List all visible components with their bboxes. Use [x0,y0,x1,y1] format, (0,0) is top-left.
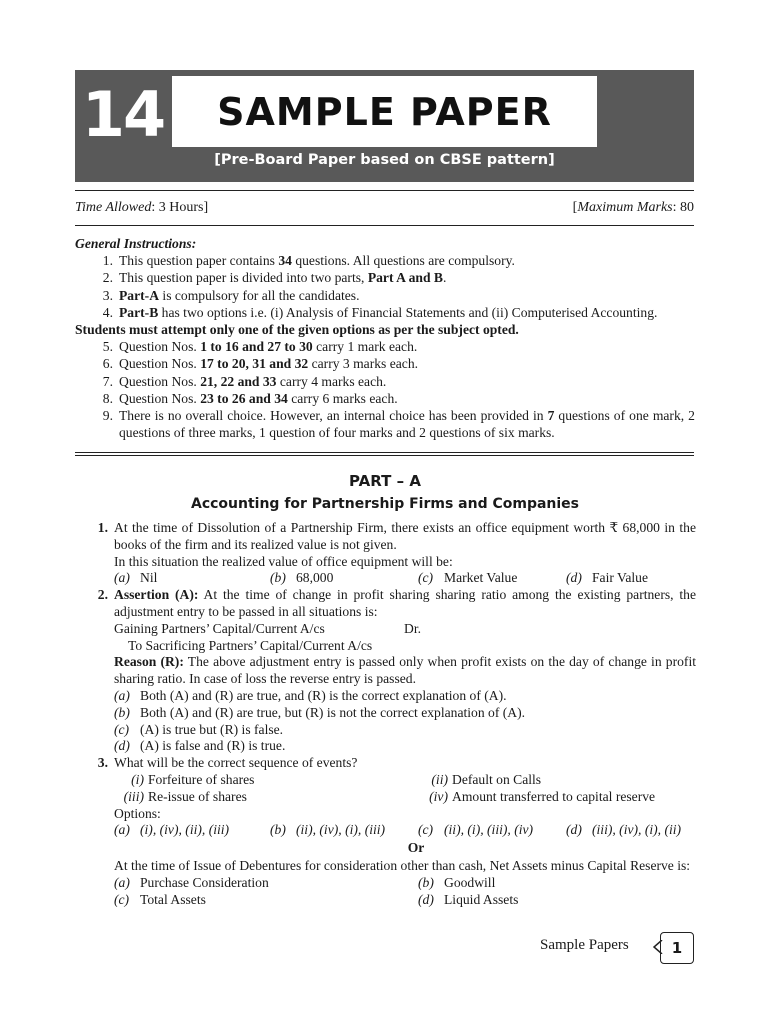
event-row [114,772,718,789]
option-text: 68,000 [296,570,334,586]
option-text: (ii), (i), (iii), (iv) [444,822,534,838]
instruction-item [75,304,695,321]
question-number: 2. [97,587,108,603]
time-value: : 3 Hours] [151,200,209,215]
question-number: 1. [97,520,108,535]
instruction-number: 4. [102,304,113,320]
option-item [566,570,686,587]
option-label: (c) [418,570,434,586]
assertion-text: At the time of change in profit sharing sharing ratio among the existing partners, the adjustment entry to be passed in all situations is: [114,587,697,619]
question-text: At the time of Dissolution of a Partnership Firm, there exists an office equipment worth ₹ 68,000 in the books of the firm and its realized value is not given. [114,520,696,552]
option-label: (b) [270,822,286,838]
reason [114,654,696,688]
instruction-item [75,287,695,304]
or-separator: Or [407,840,425,856]
entry-debit: Gaining Partners’ Capital/Current A/cs [114,620,325,636]
option-label: (c) [114,891,130,907]
journal-entry-dr [114,621,696,638]
question-text: What will be the correct sequence of events? [114,755,358,771]
alt-option-row [114,875,718,892]
question-1 [75,520,696,587]
event-item [114,772,418,789]
event-list [114,772,718,806]
option-item [114,722,696,739]
instruction-text: This question paper is divided into two parts, Part A and B. [119,270,447,286]
footer-label: Sample Papers [540,937,629,953]
question-number: 3. [97,755,108,771]
instruction-text: Question Nos. 17 to 20, 31 and 32 carry 3 marks each. [119,356,419,372]
divider-double [75,452,694,456]
questions [75,520,696,908]
option-label: (b) [114,704,130,720]
instruction-bold: Part-A [119,287,160,303]
option-text: (A) is true but (R) is false. [140,721,284,737]
entry-credit: To Sacrificing Partners’ Capital/Current A/cs [128,637,373,653]
instruction-item [75,252,695,269]
option-item [566,822,716,839]
question-3 [75,755,696,908]
instruction-item [75,407,695,441]
instruction-bold: Part-B [119,304,159,320]
instruction-bold: 21, 22 and 33 [200,373,277,389]
chapter-number: 14 [81,78,165,151]
option-label: (b) [418,874,434,890]
instructions-list [75,252,695,441]
instruction-bold: Part A and B [367,270,443,286]
time-label: Time Allowed [75,200,152,215]
instruction-number: 9. [102,408,113,424]
maximum-marks [573,200,694,216]
option-label: (a) [114,822,130,838]
option-text: Liquid Assets [444,891,519,907]
part-heading: PART – A [349,472,421,490]
instruction-text: Question Nos. 21, 22 and 33 carry 4 marks each. [119,373,387,389]
option-row [114,570,696,587]
event-label: (iii) [123,788,144,804]
instruction-number: 5. [102,339,113,355]
page-number: 1 [660,932,694,964]
instruction-number: 8. [102,390,113,406]
instruction-bold: 17 to 20, 31 and 32 [200,356,309,372]
option-item [418,822,566,839]
instruction-note: Students must attempt only one of the given options as per the subject opted. [75,322,519,338]
assertion-label: Assertion (A): [114,587,199,603]
instruction-number: 3. [102,287,113,303]
instruction-number: 1. [102,253,113,269]
instruction-number: 2. [102,270,113,286]
instruction-item [75,373,695,390]
instruction-number: 6. [102,356,113,372]
option-label: (c) [418,822,434,838]
reason-text: The above adjustment entry is passed only when profit exists on the day of change in profit sharing ratio. In case of loss the reverse entry is passed. [114,654,696,687]
option-item [270,570,418,587]
option-item [114,705,696,722]
instruction-item [75,269,695,286]
event-label: (i) [131,771,144,787]
general-instructions [75,235,695,441]
option-text: Purchase Consideration [140,874,269,890]
option-text: Total Assets [140,891,206,907]
alt-option-row [114,892,718,909]
option-text: Market Value [444,570,518,586]
instruction-item [75,390,695,407]
option-item [418,875,718,892]
page-title: SAMPLE PAPER [217,89,552,134]
option-text: (i), (iv), (ii), (iii) [140,822,230,838]
options-label: Options: [114,805,161,821]
option-label: (c) [114,721,130,737]
instruction-text: Question Nos. 23 to 26 and 34 carry 6 marks each. [119,390,398,406]
option-row [114,822,718,839]
divider-top [75,190,694,191]
divider-meta [75,225,694,226]
reason-label: Reason (R): [114,654,184,670]
option-label: (d) [418,891,434,907]
option-item [270,822,418,839]
time-allowed [75,200,208,216]
option-label: (d) [114,738,130,754]
question-2 [75,587,696,755]
alternate-question-text: At the time of Issue of Debentures for consideration other than cash, Net Assets minus Capital Reserve is: [114,857,691,873]
instruction-item [75,355,695,372]
entry-dr: Dr. [404,620,421,636]
option-text: Both (A) and (R) are true, but (R) is not the correct explanation of (A). [140,704,526,720]
event-text: Forfeiture of shares [148,771,255,787]
part-subheading: Accounting for Partnership Firms and Companies [190,496,580,512]
option-text: (iii), (iv), (i), (ii) [592,822,682,838]
option-label: (a) [114,874,130,890]
option-item [114,738,696,755]
instruction-bold: 7 [547,408,555,424]
option-item [114,892,418,909]
event-text: Default on Calls [452,771,542,787]
option-item [418,892,718,909]
title-box [172,76,597,147]
instruction-text: Question Nos. 1 to 16 and 27 to 30 carry 1 mark each. [119,339,418,355]
option-text: Fair Value [592,570,649,586]
event-row [114,789,718,806]
question-text-2: In this situation the realized value of office equipment will be: [114,553,453,569]
event-item [418,772,718,789]
event-label: (ii) [431,771,448,787]
option-item [114,570,270,587]
instruction-text: This question paper contains 34 questions. All questions are compulsory. [119,253,515,269]
option-text: Nil [140,570,158,586]
instruction-bold: 23 to 26 and 34 [200,390,288,406]
marks-prefix: [ [572,200,578,215]
event-item [114,789,418,806]
option-label: (d) [566,822,582,838]
instructions-title: General Instructions: [75,236,197,251]
instruction-item [75,338,695,355]
assertion [114,587,696,621]
option-text: Goodwill [444,874,496,890]
instruction-bold: 34 [278,253,292,269]
option-text: (A) is false and (R) is true. [140,738,286,754]
option-label: (b) [270,570,286,586]
event-item [418,789,718,806]
option-text: (ii), (iv), (i), (iii) [296,822,386,838]
option-text: Both (A) and (R) are true, and (R) is the correct explanation of (A). [140,687,507,703]
marks-value: : 80 [672,200,694,215]
page-subtitle: [Pre-Board Paper based on CBSE pattern] [214,152,555,168]
event-text: Amount transferred to capital reserve [452,788,656,804]
option-item [418,570,566,587]
option-label: (a) [114,687,130,703]
option-item [114,822,270,839]
marks-label: Maximum Marks [577,200,673,215]
instruction-text: Part-A is compulsory for all the candidates. [119,287,360,303]
option-label: (a) [114,570,130,586]
instruction-number: 7. [102,373,113,389]
alternate-options [114,875,718,909]
instruction-text: Part-B has two options i.e. (i) Analysis of Financial Statements and (ii) Computerised Accounting. [119,304,658,320]
event-label: (iv) [429,788,448,804]
option-list [114,688,696,755]
option-item [114,875,418,892]
option-label: (d) [566,570,582,586]
event-text: Re-issue of shares [148,788,247,804]
chapter-banner [75,70,694,182]
instruction-bold: 1 to 16 and 27 to 30 [200,339,313,355]
instruction-text: There is no overall choice. However, an internal choice has been provided in 7 questions of one mark, 2 questions of three marks, 1 question of four marks and 2 questions of six marks. [119,408,695,441]
option-item [114,688,696,705]
